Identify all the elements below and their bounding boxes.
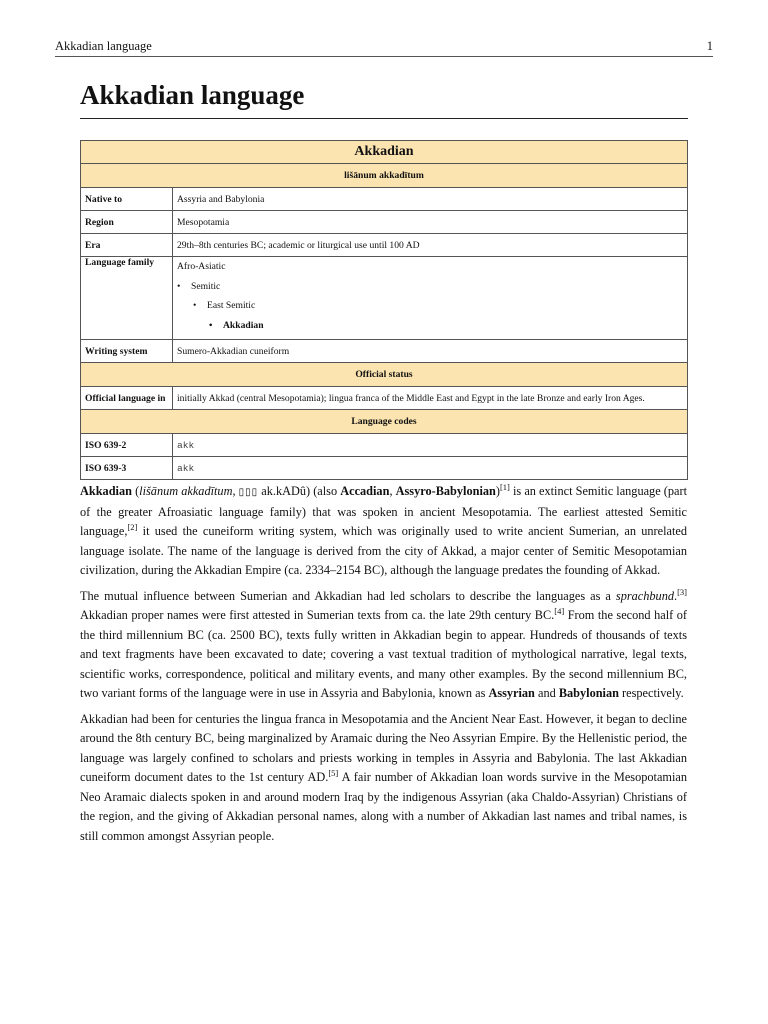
text: The mutual influence between Sumerian and Akkadian had led scholars to describe the languages as a <box>80 588 616 603</box>
row-label: Writing system <box>81 340 173 363</box>
infobox-row-language-family <box>81 257 688 340</box>
bullet-icon: • <box>177 280 181 292</box>
running-header <box>55 36 713 57</box>
article-body <box>80 482 687 852</box>
family-level-3 <box>177 296 683 316</box>
infobox-row-official-language <box>81 387 688 410</box>
bold-term: Accadian <box>340 484 390 498</box>
bullet-icon: • <box>209 319 213 331</box>
row-label: Official language in <box>81 387 173 410</box>
row-value: Assyria and Babylonia <box>173 188 688 211</box>
text: , <box>389 484 396 498</box>
bold-term: Akkadian <box>80 484 132 498</box>
italic-term: lišānum akkadītum <box>139 484 233 498</box>
text: is an extinct Semitic language (part of the greater Afroasiatic language family) that was spoken in ancient Mesopotamia. The earliest attested Semitic language, <box>80 484 687 538</box>
infobox-row-writing-system <box>81 340 688 363</box>
paragraph-decline <box>80 710 687 847</box>
row-value: Mesopotamia <box>173 211 688 234</box>
row-value: 29th–8th centuries BC; academic or liturgical use until 100 AD <box>173 234 688 257</box>
citation-link[interactable]: [5] <box>328 768 339 778</box>
family-level-4 <box>177 316 683 336</box>
family-level-2 <box>177 277 683 297</box>
text: ) <box>495 484 500 498</box>
row-label: Language family <box>81 257 173 340</box>
citation-link[interactable]: [2] <box>127 522 138 532</box>
infobox-row-iso-639-2 <box>81 434 688 457</box>
text: , <box>232 484 239 498</box>
row-label: Native to <box>81 188 173 211</box>
text: respectively. <box>618 686 684 700</box>
family-tree <box>173 257 688 340</box>
family-item: Semitic <box>191 280 221 292</box>
infobox-row-iso-639-3 <box>81 457 688 480</box>
row-label: Region <box>81 211 173 234</box>
cuneiform-glyphs: ▯▯▯ <box>238 487 259 498</box>
language-codes-heading: Language codes <box>81 410 688 434</box>
iso-code-link[interactable]: akk <box>173 434 688 457</box>
italic-term: sprachbund <box>615 588 674 603</box>
family-item: Akkadian <box>223 319 264 331</box>
family-item: East Semitic <box>207 300 256 311</box>
text: and <box>534 686 559 700</box>
row-label: Era <box>81 234 173 257</box>
language-infobox <box>80 140 688 480</box>
text: it used the cuneiform writing system, which was originally used to write ancient Sumerian, an unrelated language isolate. The name of the language is derived from the city of Akkad, a major center of Semitic Mesopotamian civilization, during the Akkadian Empire (ca. 2334–2154 BC), although the language predates the founding of Akkad. <box>80 524 687 577</box>
text: From the second half of the third millennium BC (ca. 2500 BC), texts fully written in Akkadian begin to appear. Hundreds of thousands of texts and text fragments have been excavated to date; covering a vast textual tradition of mythological narrative, legal texts, scientific works, correspondence, political and military events, and many other examples. By the second millennium BC, two variant forms of the language were in use in Assyria and Babylonia, known as <box>80 608 687 700</box>
infobox-row-era <box>81 234 688 257</box>
text: . <box>674 588 678 603</box>
bold-term: Babylonian <box>558 686 619 700</box>
row-value: initially Akkad (central Mesopotamia); lingua franca of the Middle East and Egypt in the late Bronze and early Iron Ages. <box>173 387 688 410</box>
infobox-heading: Akkadian <box>81 141 688 164</box>
page-title: Akkadian language <box>80 76 688 119</box>
bullet-icon: • <box>193 300 197 311</box>
row-label: ISO 639-3 <box>81 457 173 480</box>
page-number: 1 <box>706 39 713 53</box>
infobox-row-native-to <box>81 188 688 211</box>
text: Akkadian proper names were first attested in Sumerian texts from ca. the late 29th century BC. <box>80 608 555 622</box>
citation-link[interactable]: [4] <box>554 606 565 616</box>
text: ak.kADû) (also <box>258 484 341 498</box>
family-level-1: Afro-Asiatic <box>177 261 226 272</box>
bold-term: Assyro-Babylonian <box>395 484 496 498</box>
running-header-title: Akkadian language <box>55 39 152 53</box>
infobox-native-name: lišānum akkadītum <box>81 164 688 188</box>
paragraph-intro <box>80 482 687 581</box>
text: A fair number of Akkadian loan words survive in the Mesopotamian Neo Aramaic dialects spoken in and around modern Iraq by the indigenous Assyrian (aka Chaldo-Assyrian) Christians of the region, and the giving of Akkadian personal names, along with a number of Akkadian last names and tribal names, is still common amongst Assyrian people. <box>80 770 687 843</box>
text: Akkadian had been for centuries the lingua franca in Mesopotamia and the Ancient Near East. However, it began to decline around the 8th century BC, being marginalized by Aramaic during the Neo Assyrian Empire. By the Hellenistic period, the language was largely confined to scholars and priests working in temples in Assyria and Babylonia. The last Akkadian cuneiform document dates to the 1st century AD. <box>80 711 687 784</box>
bold-term: Assyrian <box>488 686 535 700</box>
text: ( <box>131 484 140 498</box>
paragraph-sumerian-influence <box>80 587 687 704</box>
row-label: ISO 639-2 <box>81 434 173 457</box>
row-value: Sumero-Akkadian cuneiform <box>173 340 688 363</box>
official-status-heading: Official status <box>81 363 688 387</box>
citation-link[interactable]: [3] <box>677 586 687 597</box>
infobox-row-region <box>81 211 688 234</box>
citation-link[interactable]: [1] <box>499 482 510 492</box>
iso-code-link[interactable]: akk <box>173 457 688 480</box>
